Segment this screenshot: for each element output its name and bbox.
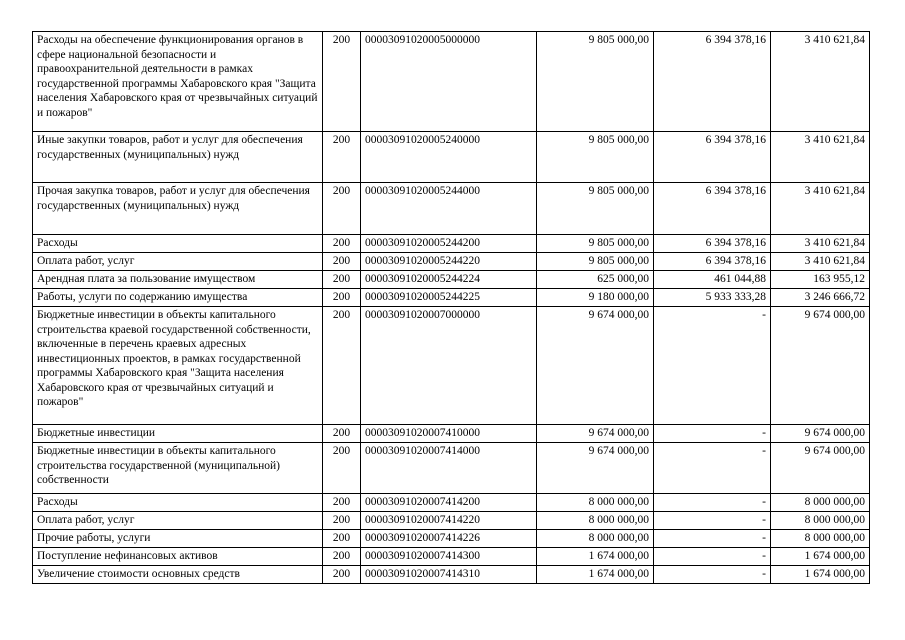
row-code: 200: [323, 132, 361, 183]
row-executed: 6 394 378,16: [654, 235, 771, 253]
row-approved: 8 000 000,00: [537, 530, 654, 548]
row-code: 200: [323, 512, 361, 530]
row-executed: 6 394 378,16: [654, 183, 771, 235]
row-name: Оплата работ, услуг: [33, 253, 323, 271]
row-executed: -: [654, 443, 771, 494]
row-code: 200: [323, 307, 361, 425]
row-name: Увеличение стоимости основных средств: [33, 566, 323, 584]
row-kbk: 00003091020005000000: [361, 32, 537, 132]
row-approved: 9 805 000,00: [537, 32, 654, 132]
row-code: 200: [323, 566, 361, 584]
row-approved: 1 674 000,00: [537, 548, 654, 566]
row-approved: 8 000 000,00: [537, 494, 654, 512]
row-name: Бюджетные инвестиции: [33, 425, 323, 443]
table-row: [33, 253, 870, 271]
row-executed: -: [654, 512, 771, 530]
row-code: 200: [323, 494, 361, 512]
row-code: 200: [323, 183, 361, 235]
table-row: [33, 530, 870, 548]
row-kbk: 00003091020007414300: [361, 548, 537, 566]
row-remaining: 3 410 621,84: [771, 235, 870, 253]
row-executed: -: [654, 530, 771, 548]
row-code: 200: [323, 548, 361, 566]
row-approved: 9 805 000,00: [537, 132, 654, 183]
row-kbk: 00003091020007414200: [361, 494, 537, 512]
row-executed: 5 933 333,28: [654, 289, 771, 307]
row-name: Прочие работы, услуги: [33, 530, 323, 548]
row-executed: 6 394 378,16: [654, 132, 771, 183]
table-row: [33, 235, 870, 253]
row-kbk: 00003091020007414220: [361, 512, 537, 530]
row-name: Расходы на обеспечение функционирования органов в сфере национальной безопасности и правоохранительной деятельности в рамках государственной программы Хабаровского края "Защита населения Хабаровского края от чрезвычайных ситуаций и пожаров": [33, 32, 323, 132]
row-executed: 6 394 378,16: [654, 32, 771, 132]
row-approved: 9 674 000,00: [537, 307, 654, 425]
row-name: Оплата работ, услуг: [33, 512, 323, 530]
table-row: [33, 289, 870, 307]
row-remaining: 3 410 621,84: [771, 32, 870, 132]
row-approved: 1 674 000,00: [537, 566, 654, 584]
row-code: 200: [323, 425, 361, 443]
row-code: 200: [323, 32, 361, 132]
table-row: [33, 425, 870, 443]
row-kbk: 00003091020007414310: [361, 566, 537, 584]
row-code: 200: [323, 253, 361, 271]
row-remaining: 163 955,12: [771, 271, 870, 289]
row-remaining: 8 000 000,00: [771, 530, 870, 548]
row-approved: 8 000 000,00: [537, 512, 654, 530]
row-remaining: 3 246 666,72: [771, 289, 870, 307]
table-row: [33, 443, 870, 494]
row-remaining: 1 674 000,00: [771, 548, 870, 566]
row-executed: 461 044,88: [654, 271, 771, 289]
row-remaining: 9 674 000,00: [771, 443, 870, 494]
row-approved: 625 000,00: [537, 271, 654, 289]
row-approved: 9 674 000,00: [537, 425, 654, 443]
row-remaining: 9 674 000,00: [771, 307, 870, 425]
row-kbk: 00003091020005240000: [361, 132, 537, 183]
row-executed: 6 394 378,16: [654, 253, 771, 271]
budget-execution-table: [32, 31, 870, 584]
row-approved: 9 805 000,00: [537, 253, 654, 271]
row-code: 200: [323, 530, 361, 548]
row-kbk: 00003091020005244224: [361, 271, 537, 289]
table-row: [33, 548, 870, 566]
row-approved: 9 805 000,00: [537, 235, 654, 253]
row-kbk: 00003091020005244000: [361, 183, 537, 235]
row-remaining: 3 410 621,84: [771, 132, 870, 183]
table-row: [33, 307, 870, 425]
row-remaining: 3 410 621,84: [771, 183, 870, 235]
row-remaining: 8 000 000,00: [771, 494, 870, 512]
row-kbk: 00003091020007410000: [361, 425, 537, 443]
row-remaining: 9 674 000,00: [771, 425, 870, 443]
row-name: Иные закупки товаров, работ и услуг для обеспечения государственных (муниципальных) нужд: [33, 132, 323, 183]
row-name: Арендная плата за пользование имуществом: [33, 271, 323, 289]
table-row: [33, 566, 870, 584]
row-approved: 9 180 000,00: [537, 289, 654, 307]
table-row: [33, 32, 870, 132]
row-name: Поступление нефинансовых активов: [33, 548, 323, 566]
row-name: Прочая закупка товаров, работ и услуг для обеспечения государственных (муниципальных) нужд: [33, 183, 323, 235]
row-code: 200: [323, 271, 361, 289]
row-name: Работы, услуги по содержанию имущества: [33, 289, 323, 307]
row-name: Расходы: [33, 235, 323, 253]
row-name: Расходы: [33, 494, 323, 512]
table-row: [33, 271, 870, 289]
row-kbk: 00003091020005244200: [361, 235, 537, 253]
row-kbk: 00003091020005244225: [361, 289, 537, 307]
row-executed: -: [654, 425, 771, 443]
row-approved: 9 805 000,00: [537, 183, 654, 235]
row-executed: -: [654, 548, 771, 566]
row-kbk: 00003091020005244220: [361, 253, 537, 271]
row-remaining: 1 674 000,00: [771, 566, 870, 584]
row-name: Бюджетные инвестиции в объекты капитального строительства государственной (муниципальной) собственности: [33, 443, 323, 494]
row-executed: -: [654, 566, 771, 584]
table-row: [33, 512, 870, 530]
row-executed: -: [654, 494, 771, 512]
row-code: 200: [323, 235, 361, 253]
row-code: 200: [323, 289, 361, 307]
row-code: 200: [323, 443, 361, 494]
row-executed: -: [654, 307, 771, 425]
row-remaining: 3 410 621,84: [771, 253, 870, 271]
row-remaining: 8 000 000,00: [771, 512, 870, 530]
row-kbk: 00003091020007000000: [361, 307, 537, 425]
row-approved: 9 674 000,00: [537, 443, 654, 494]
table-row: [33, 132, 870, 183]
row-name: Бюджетные инвестиции в объекты капитального строительства краевой государственной собственности, включенные в перечень краевых адресных инвестиционных проектов, в рамках государственной программы Хабаровского края "Защита населения Хабаровского края от чрезвычайных ситуаций и пожаров": [33, 307, 323, 425]
table-row: [33, 494, 870, 512]
table-row: [33, 183, 870, 235]
row-kbk: 00003091020007414226: [361, 530, 537, 548]
row-kbk: 00003091020007414000: [361, 443, 537, 494]
